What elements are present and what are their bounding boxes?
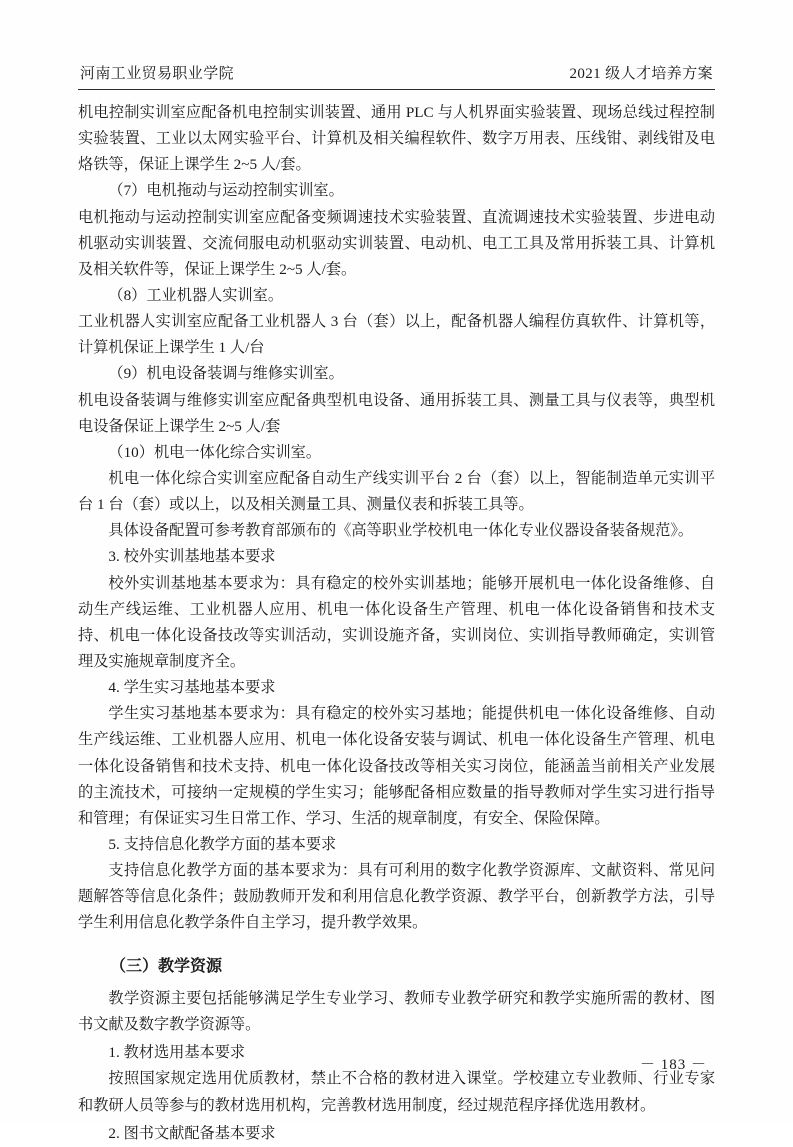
page-content <box>78 100 715 1147</box>
paragraph: 支持信息化教学方面的基本要求为：具有可利用的数字化教学资源库、文献资料、常见问题解答等信息化条件；鼓励教师开发和利用信息化教学资源、教学平台，创新教学方法，引导学生利用信息化教学条件自主学习，提升教学效果。 <box>78 862 715 932</box>
paragraph: 教学资源主要包括能够满足学生专业学习、教师专业教学研究和教学实施所需的教材、图书文献及数字教学资源等。 <box>78 990 715 1034</box>
paragraph: 机电设备装调与维修实训室应配备典型机电设备、通用拆装工具、测量工具与仪表等，典型机电设备保证上课学生 2~5 人/套 <box>78 391 715 435</box>
paragraph: 1. 教材选用基本要求 <box>108 1044 246 1062</box>
paragraph: 4. 学生实习基地基本要求 <box>108 679 276 697</box>
page-number: － 183 － <box>639 1057 707 1073</box>
paragraph: 机电一体化综合实训室应配备自动生产线实训平台 2 台（套）以上，智能制造单元实训平台 1 台（套）或以上，以及相关测量工具、测量仪表和拆装工具等。 <box>78 469 715 514</box>
paragraph: 按照国家规定选用优质教材，禁止不合格的教材进入课堂。学校建立专业教师、行业专家和教研人员等参与的教材选用机构，完善教材选用制度，经过规范程序择优选用教材。 <box>78 1070 715 1114</box>
paragraph: 学生实习基地基本要求为：具有稳定的校外实习基地；能提供机电一体化设备维修、自动生产线运维、工业机器人应用、机电一体化设备安装与调试、机电一体化设备生产管理、机电一体化设备销售和技术支持、机电一体化设备技改等相关实习岗位，能涵盖当前相关产业发展的主流技术，可接纳一定规模的学生实习；能够配备相应数量的指导教师对学生实习进行指导和管理；有保证实习生日常工作、学习、生活的规章制度，有安全、保险保障。 <box>78 705 715 827</box>
paragraph: 3. 校外实训基地基本要求 <box>108 548 276 566</box>
header-document-title: 2021 级人才培养方案 <box>569 66 713 82</box>
paragraph: 机电控制实训室应配备机电控制实训装置、通用 PLC 与人机界面实验装置、现场总线过程控制实验装置、工业以太网实验平台、计算机及相关编程软件、数字万用表、压线钳、剥线钳及电烙铁等，保证上课学生 2~5 人/套。 <box>78 104 715 174</box>
paragraph: 工业机器人实训室应配备工业机器人 3 台（套）以上，配备机器人编程仿真软件、计算机等，计算机保证上课学生 1 人/台 <box>78 313 715 357</box>
paragraph: （10）机电一体化综合实训室。 <box>108 443 322 461</box>
paragraph: 具体设备配置可参考教育部颁布的《高等职业学校机电一体化专业仪器设备装备规范》。 <box>108 522 694 540</box>
paragraph: （7）电机拖动与运动控制实训室。 <box>108 182 344 200</box>
header-institution: 河南工业贸易职业学院 <box>80 66 235 82</box>
paragraph: （8）工业机器人实训室。 <box>108 286 284 304</box>
paragraph: 校外实训基地基本要求为：具有稳定的校外实训基地；能够开展机电一体化设备维修、自动生产线运维、工业机器人应用、机电一体化设备生产管理、机电一体化设备销售和技术支持、机电一体化设备技改等实训活动，实训设施齐备，实训岗位、实训指导教师确定，实训管理及实施规章制度齐全。 <box>78 574 715 670</box>
paragraph: 5. 支持信息化教学方面的基本要求 <box>108 835 337 853</box>
paragraph: 2. 图书文献配备基本要求 <box>108 1124 276 1142</box>
paragraph: 电机拖动与运动控制实训室应配备变频调速技术实验装置、直流调速技术实验装置、步进电动机驱动实训装置、交流伺服电动机驱动实训装置、电动机、电工工具及常用拆装工具、计算机及相关软件等，保证上课学生 2~5 人/套。 <box>78 208 715 278</box>
page-header <box>78 62 715 89</box>
section-heading: （三）教学资源 <box>110 957 223 975</box>
header-divider <box>78 89 715 90</box>
paragraph: （9）机电设备装调与维修实训室。 <box>108 365 344 383</box>
